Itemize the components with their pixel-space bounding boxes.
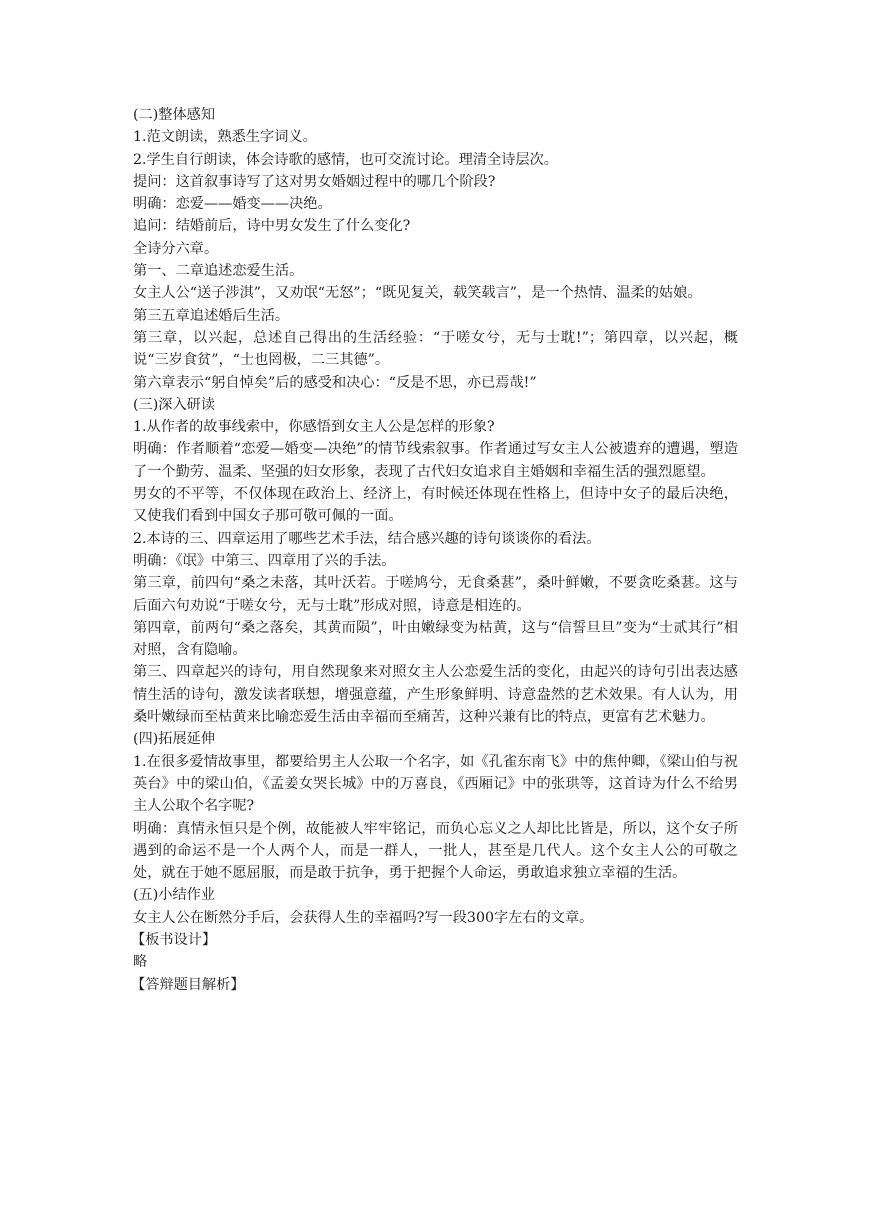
paragraph: 第四章，前两句“桑之落矣，其黄而陨”，叶由嫩绿变为枯黄，这与“信誓旦旦”变为“士贰其行”相对照，含有隐喻。	[133, 619, 738, 659]
paragraph: 全诗分六章。	[133, 240, 219, 257]
paragraph: 明确：恋爱——婚变——决绝。	[133, 196, 332, 213]
paragraph: 1.从作者的故事线索中，你感悟到女主人公是怎样的形象?	[133, 419, 495, 436]
paragraph: 追问：结婚前后，诗中男女发生了什么变化?	[133, 218, 411, 235]
paragraph: 明确：《氓》中第三、四章用了兴的手法。	[133, 552, 396, 569]
document-page	[133, 104, 738, 996]
paragraph: 2.本诗的三、四章运用了哪些艺术手法，结合感兴趣的诗句谈谈你的看法。	[133, 530, 601, 547]
paragraph: 明确：作者顺着“恋爱—婚变—决绝”的情节线索叙事。作者通过写女主人公被遗弃的遭遇，塑造了一个勤劳、温柔、坚强的妇女形象，表现了古代妇女追求自主婚姻和幸福生活的强烈愿望。	[133, 441, 738, 480]
paragraph: 女主人公在断然分手后，会获得人生的幸福吗?写一段300字左右的文章。	[133, 909, 594, 926]
paragraph: 略	[133, 954, 148, 971]
paragraph: 女主人公“送子涉淇”，又劝氓“无怒”；“既见复关，载笑载言”，是一个热情、温柔的姑娘。	[133, 285, 702, 302]
paragraph: 第三、四章起兴的诗句，用自然现象来对照女主人公恋爱生活的变化，由起兴的诗句引出表达感情生活的诗句，激发读者联想，增强意蕴，产生形象鲜明、诗意盎然的艺术效果。有人认为，用桑叶嫩绿而至枯黄来比喻恋爱生活由幸福而至痛苦，这种兴兼有比的特点，更富有艺术魅力。	[133, 664, 738, 726]
paragraph: 明确：真情永恒只是个例，故能被人牢牢铭记，而负心忘义之人却比比皆是，所以，这个女子所遇到的命运不是一个人两个人，而是一群人，一批人，甚至是几代人。这个女主人公的可敬之处，就在于她不愿屈服，而是敢于抗争，勇于把握个人命运，勇敢追求独立幸福的生活。	[133, 820, 738, 882]
paragraph: 第三章，前四句“桑之未落，其叶沃若。于嗟鸠兮，无食桑葚”，桑叶鲜嫩，不要贪吃桑葚。这与后面六句劝说“于嗟女兮，无与士耽”形成对照，诗意是相连的。	[133, 575, 738, 614]
paragraph: 第三五章追述婚后生活。	[133, 307, 290, 324]
paragraph: 第六章表示“躬自悼矣”后的感受和决心：“反是不思，亦已焉哉!”	[133, 374, 537, 391]
paragraph: 1.在很多爱情故事里，都要给男主人公取一个名字，如《孔雀东南飞》中的焦仲卿，《梁山伯与祝英台》中的梁山伯，《孟姜女哭长城》中的万喜良，《西厢记》中的张珙等，这首诗为什么不给男主人公取个名字呢?	[133, 753, 738, 815]
paragraph: 提问：这首叙事诗写了这对男女婚姻过程中的哪几个阶段?	[133, 173, 496, 190]
section-heading-answer-analysis: 【答辩题目解析】	[131, 976, 245, 993]
section-heading-deep-study: (三)深入研读	[133, 396, 216, 413]
paragraph: 1.范文朗读，熟悉生字词义。	[133, 129, 317, 146]
section-heading-extension: (四)拓展延伸	[133, 731, 216, 748]
paragraph: 第三章，以兴起，总述自己得出的生活经验：“于嗟女兮，无与士耽!”；第四章，以兴起，概说“三岁食贫”，“士也罔极，二三其德”。	[133, 329, 738, 369]
section-heading-board-design: 【板书设计】	[131, 931, 217, 948]
paragraph: 2.学生自行朗读，体会诗歌的感情，也可交流讨论。理清全诗层次。	[133, 151, 558, 168]
paragraph: 第一、二章追述恋爱生活。	[133, 263, 304, 280]
section-heading-overall: (二)整体感知	[133, 107, 216, 123]
section-heading-summary: (五)小结作业	[133, 887, 216, 904]
paragraph: 男女的不平等，不仅体现在政治上、经济上，有时候还体现在性格上，但诗中女子的最后决绝，又使我们看到中国女子那可敬可佩的一面。	[133, 486, 738, 525]
